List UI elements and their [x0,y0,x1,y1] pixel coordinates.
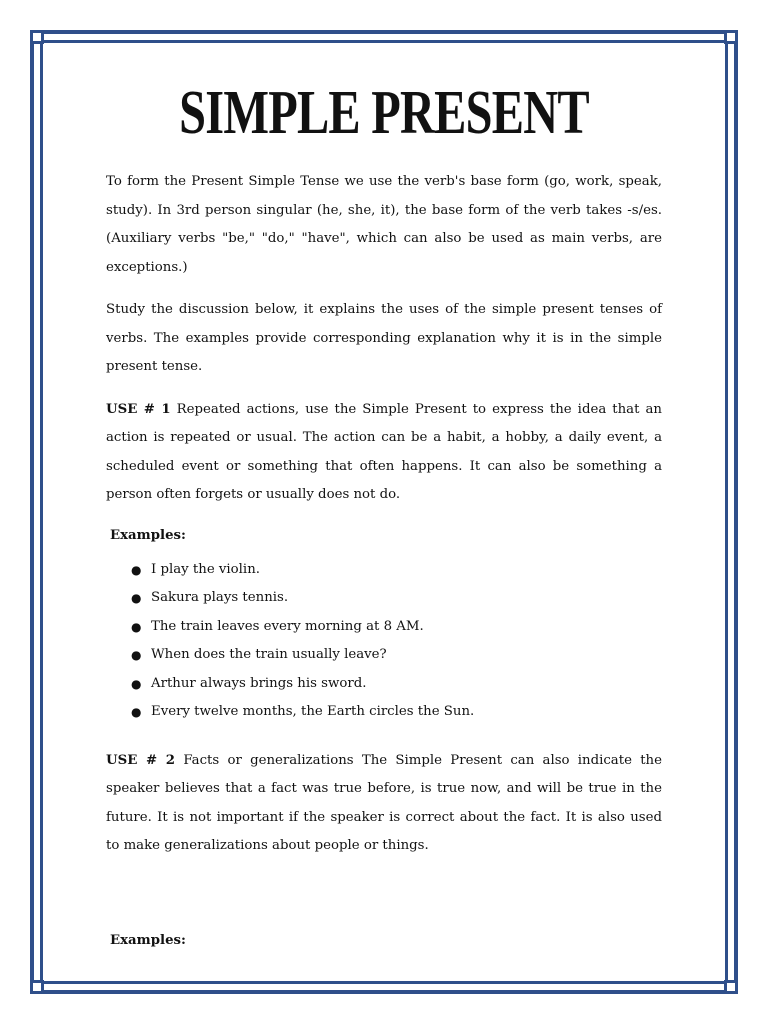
border-corner-top-right [724,30,738,44]
bullet-icon: ● [131,591,142,605]
use-2-paragraph [106,747,662,861]
use-2-label: USE # 2 [106,752,176,768]
list-item [131,641,662,670]
example-text: Every twelve months, the Earth circles the Sun. [151,704,475,719]
use-1-text: Repeated actions, use the Simple Present to express the idea that an action is repeated or usual. The action can be a habit, a hobby, a daily event, a scheduled event or something that often happens. It can also be something a person often forgets or usually does not do. [106,401,662,502]
example-text: When does the train usually leave? [151,647,387,662]
use-2-text: Facts or generalizations The Simple Present can also indicate the speaker believes that a fact was true before, is true now, and will be true in the future. It is not important if the speaker is correct about the fact. It is also used to make generalizations about people or things. [106,752,662,853]
border-corner-bottom-left [30,980,44,994]
intro-paragraph-1: To form the Present Simple Tense we use the verb's base form (go, work, speak, study). In 3rd person singular (he, she, it), the base form of the verb takes -s/es. (Auxiliary verbs "be," "do," "have", which can also be used as main verbs, are exceptions.) [106,174,662,275]
list-item [131,556,662,585]
spacer [106,875,662,915]
intro-paragraph-2: Study the discussion below, it explains the uses of the simple present tenses of verbs. The examples provide corresponding explanation why it is in the simple present tense. [106,302,662,374]
document-body [106,79,662,961]
use-1-label: USE # 1 [106,401,171,417]
list-item [131,670,662,699]
bullet-icon: ● [131,648,142,662]
page-title: SIMPLE PRESENT [179,79,589,147]
bullet-icon: ● [131,619,142,634]
use-1-paragraph [106,396,662,510]
bullet-icon: ● [131,562,142,577]
list-item [131,698,662,727]
use-1-examples-list [106,556,662,727]
use-1-examples-heading: Examples: [110,527,186,543]
example-text: Sakura plays tennis. [151,590,289,605]
bullet-icon: ● [131,705,142,719]
example-text: I play the violin. [151,561,260,577]
list-item [131,613,662,642]
border-corner-top-left [30,30,44,44]
example-text: The train leaves every morning at 8 AM. [151,618,424,634]
border-corner-bottom-right [724,980,738,994]
list-item [131,584,662,613]
example-text: Arthur always brings his sword. [151,675,367,691]
use-2-examples-heading: Examples: [110,932,186,948]
bullet-icon: ● [131,676,142,691]
